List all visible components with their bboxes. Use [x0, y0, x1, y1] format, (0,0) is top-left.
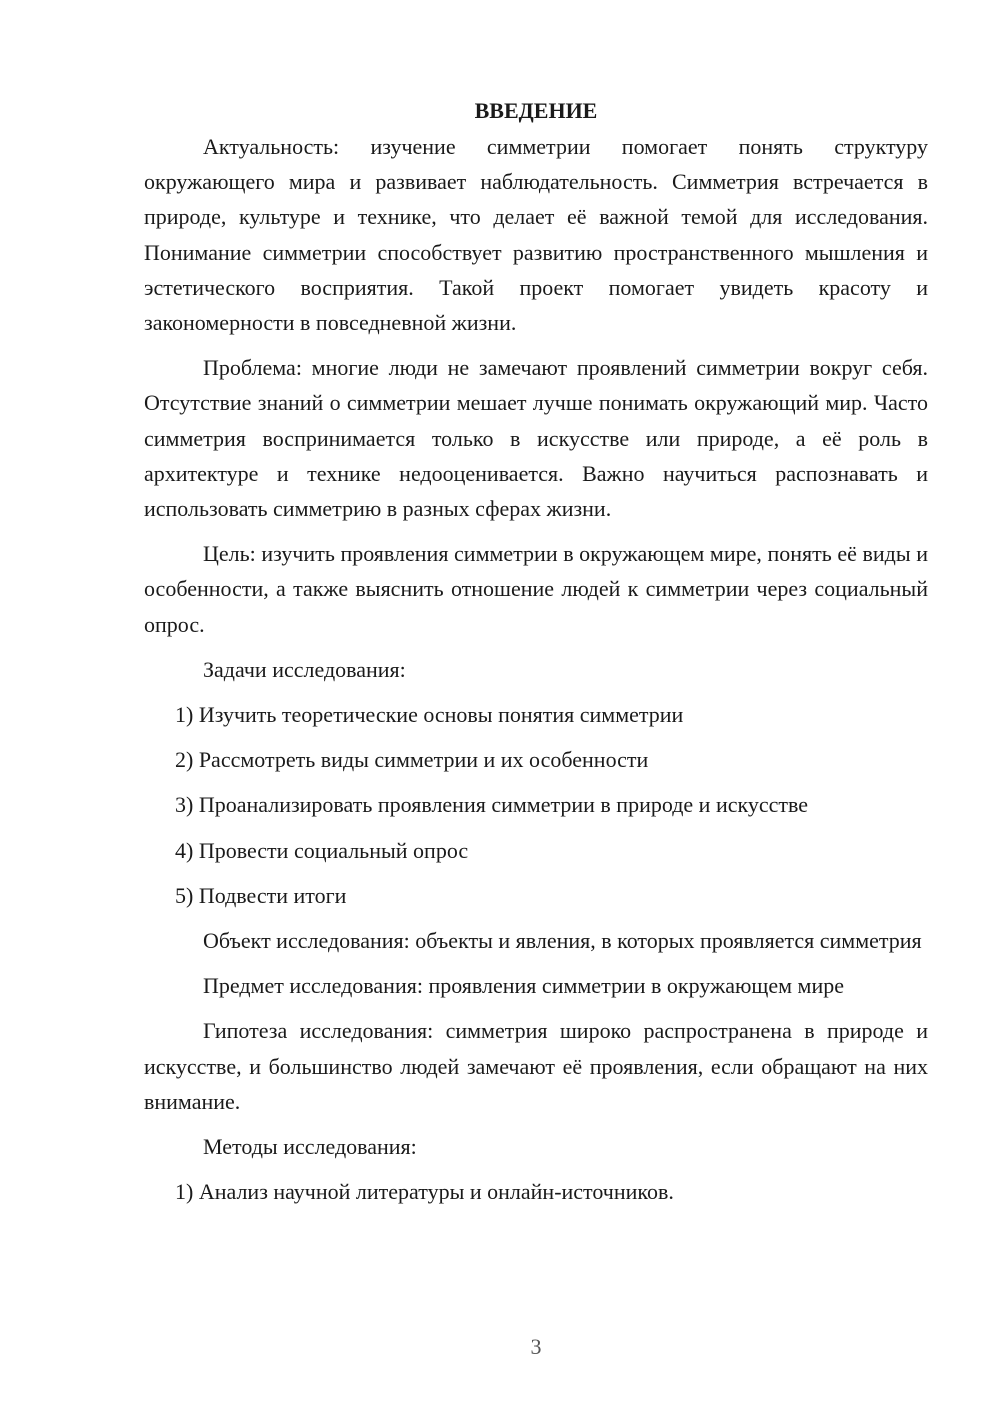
object-paragraph: Объект исследования: объекты и явления, в которых проявляется симметрия	[203, 928, 922, 954]
hypothesis-paragraph: Гипотеза исследования: симметрия широко распространена в природе и искусстве, и большинство людей замечают её проявления, если обращают на них внимание.	[144, 1018, 928, 1114]
section-title: ВВЕДЕНИЕ	[474, 98, 598, 123]
task-item: 1) Изучить теоретические основы понятия симметрии	[175, 702, 684, 728]
page-number: 3	[530, 1334, 542, 1359]
methods-heading: Методы исследования:	[203, 1134, 417, 1160]
page-content	[144, 96, 928, 1219]
task-item: 5) Подвести итоги	[175, 882, 347, 908]
tasks-heading: Задачи исследования:	[203, 656, 406, 682]
tasks-list	[144, 697, 928, 913]
subject-paragraph: Предмет исследования: проявления симметрии в окружающем мире	[203, 973, 844, 999]
method-item: 1) Анализ научной литературы и онлайн-источников.	[175, 1179, 674, 1205]
problem-paragraph: Проблема: многие люди не замечают проявлений симметрии вокруг себя. Отсутствие знаний о симметрии мешает лучше понимать окружающий мир. Часто симметрия воспринимается только в искусстве или природе, а её роль в архитектуре и технике недооценивается. Важно научиться распознавать и использовать симметрию в разных сферах жизни.	[144, 355, 928, 522]
task-item: 4) Провести социальный опрос	[175, 837, 469, 863]
relevance-paragraph: Актуальность: изучение симметрии помогает понять структуру окружающего мира и развивает наблюдательность. Симметрия встречается в природе, культуре и технике, что делает её важной темой для исследования. Понимание симметрии способствует развитию пространственного мышления и эстетического восприятия. Такой проект помогает увидеть красоту и закономерности в повседневной жизни.	[144, 134, 928, 336]
methods-list	[144, 1174, 928, 1209]
task-item: 3) Проанализировать проявления симметрии в природе и искусстве	[175, 792, 809, 818]
goal-paragraph: Цель: изучить проявления симметрии в окружающем мире, понять её виды и особенности, а также выяснить отношение людей к симметрии через социальный опрос.	[144, 541, 928, 637]
task-item: 2) Рассмотреть виды симметрии и их особенности	[175, 747, 649, 773]
